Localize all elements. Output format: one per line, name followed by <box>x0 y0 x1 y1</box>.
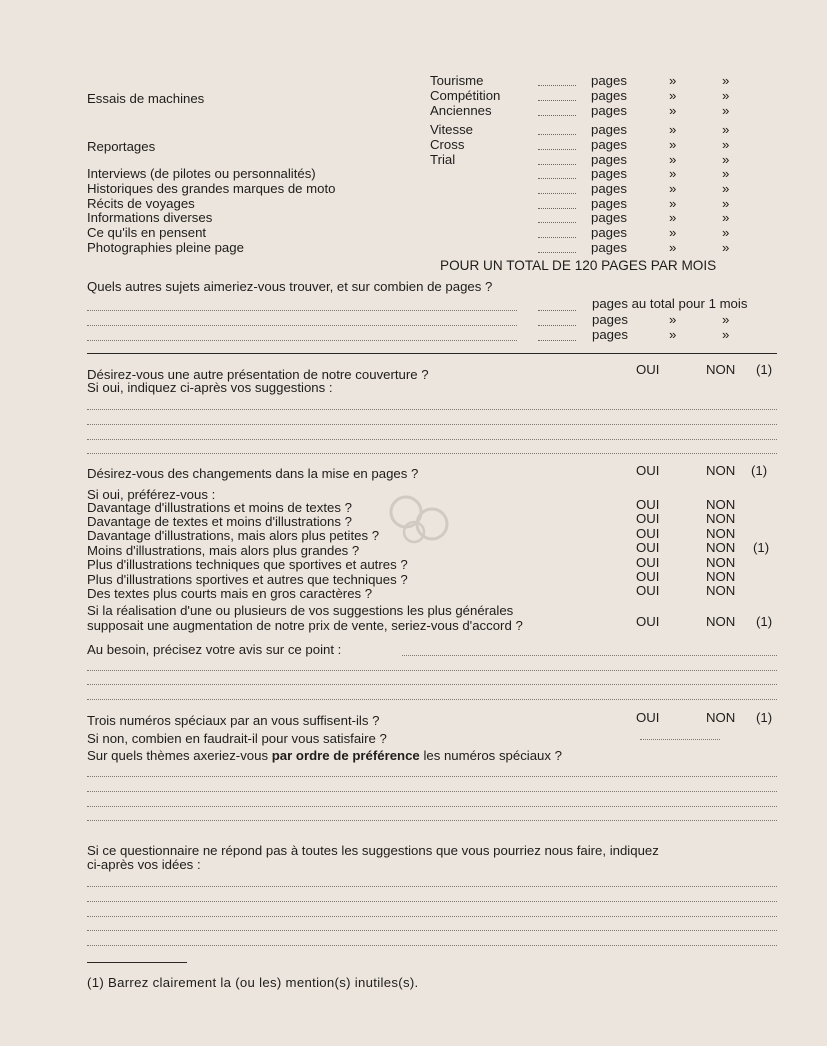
layout-option-text: Davantage de textes et moins d'illustrations ? <box>87 514 352 529</box>
answer-line[interactable] <box>87 439 777 440</box>
non-option[interactable]: NON <box>706 710 736 725</box>
ditto-mark: » <box>669 225 677 240</box>
pages-count-field[interactable] <box>538 252 576 253</box>
pages-count-field[interactable] <box>538 100 576 101</box>
topic-name: Interviews (de pilotes ou personnalités) <box>87 166 316 181</box>
layout-preference-prompt: Si oui, préférez-vous : <box>87 487 216 502</box>
special-themes-question <box>87 748 562 763</box>
ditto-mark: » <box>722 166 730 181</box>
layout-option-text: Plus d'illustrations techniques que sportives et autres ? <box>87 557 408 572</box>
layout-option-text: Davantage d'illustrations, mais alors plus petites ? <box>87 528 380 543</box>
layout-option-text: Moins d'illustrations, mais alors plus grandes ? <box>87 543 360 558</box>
themes-text-start: Sur quels thèmes axeriez-vous <box>87 748 272 763</box>
ditto-mark: » <box>722 137 730 152</box>
ditto-mark: » <box>669 196 677 211</box>
pages-unit: pages <box>591 73 627 88</box>
ditto-mark: » <box>722 122 730 137</box>
answer-line[interactable] <box>87 424 777 425</box>
themes-text-end: les numéros spéciaux ? <box>419 748 562 763</box>
oui-option[interactable]: OUI <box>636 526 660 541</box>
ditto-mark: » <box>722 181 730 196</box>
ditto-mark: » <box>669 88 677 103</box>
ditto-mark: » <box>669 152 677 167</box>
footnote-ref: (1) <box>756 362 773 377</box>
answer-line[interactable] <box>87 684 777 685</box>
answer-line[interactable] <box>87 340 517 341</box>
pages-count-field[interactable] <box>538 164 576 165</box>
pages-count-field[interactable] <box>538 222 576 223</box>
answer-line[interactable] <box>87 930 777 931</box>
ditto-mark: » <box>722 196 730 211</box>
oui-option[interactable]: OUI <box>636 463 660 478</box>
answer-line[interactable] <box>87 409 777 410</box>
special-issues-count-question: Si non, combien en faudrait-il pour vous satisfaire ? <box>87 731 387 746</box>
answer-line[interactable] <box>87 699 777 700</box>
oui-option[interactable]: OUI <box>636 583 660 598</box>
ditto-mark: » <box>669 312 677 327</box>
answer-line[interactable] <box>87 776 777 777</box>
ditto-mark: » <box>722 88 730 103</box>
price-opinion-prompt: Au besoin, précisez votre avis sur ce point : <box>87 642 342 657</box>
pages-unit: pages <box>591 166 627 181</box>
answer-line[interactable] <box>402 655 777 656</box>
ditto-mark: » <box>722 312 730 327</box>
pages-unit: pages <box>591 240 627 255</box>
ditto-mark: » <box>669 166 677 181</box>
pages-unit: pages <box>591 137 627 152</box>
answer-line[interactable] <box>87 791 777 792</box>
section-divider <box>87 353 777 354</box>
reportages-row-name: Vitesse <box>430 122 474 137</box>
oui-option[interactable]: OUI <box>636 614 660 629</box>
non-option[interactable]: NON <box>706 497 736 512</box>
answer-line[interactable] <box>87 325 517 326</box>
non-option[interactable]: NON <box>706 583 736 598</box>
oui-option[interactable]: OUI <box>636 497 660 512</box>
cover-suggestions-prompt: Si oui, indiquez ci-après vos suggestions : <box>87 380 333 395</box>
machines-label: Essais de machines <box>87 91 205 106</box>
non-option[interactable]: NON <box>706 540 736 555</box>
answer-line[interactable] <box>87 945 777 946</box>
ditto-mark: » <box>669 137 677 152</box>
topic-name: Photographies pleine page <box>87 240 244 255</box>
faint-stamp <box>384 492 454 547</box>
answer-line[interactable] <box>87 806 777 807</box>
ditto-mark: » <box>669 181 677 196</box>
pages-unit: pages <box>591 152 627 167</box>
pages-count-field[interactable] <box>538 193 576 194</box>
price-question-line2: supposait une augmentation de notre prix de vente, seriez-vous d'accord ? <box>87 618 523 633</box>
non-option[interactable]: NON <box>706 555 736 570</box>
pages-count-field[interactable] <box>538 134 576 135</box>
non-option[interactable]: NON <box>706 511 736 526</box>
pages-unit: pages <box>591 122 627 137</box>
layout-question: Désirez-vous des changements dans la mise en pages ? <box>87 466 419 481</box>
total-pages-label: POUR UN TOTAL DE 120 PAGES PAR MOIS <box>440 258 717 273</box>
themes-emphasis: par ordre de préférence <box>271 748 420 763</box>
oui-option[interactable]: OUI <box>636 362 660 377</box>
pages-count-field[interactable] <box>538 325 576 326</box>
answer-line[interactable] <box>87 310 517 311</box>
layout-option-text: Plus d'illustrations sportives et autres que techniques ? <box>87 572 408 587</box>
footnote-ref: (1) <box>751 463 768 478</box>
pages-count-field[interactable] <box>538 340 576 341</box>
ditto-mark: » <box>722 103 730 118</box>
non-option[interactable]: NON <box>706 362 736 377</box>
ditto-mark: » <box>669 240 677 255</box>
topic-name: Historiques des grandes marques de moto <box>87 181 336 196</box>
oui-option[interactable]: OUI <box>636 555 660 570</box>
reportages-label: Reportages <box>87 139 156 154</box>
ditto-mark: » <box>722 152 730 167</box>
footnote-text: (1) Barrez clairement la (ou les) mention(s) inutiles(s). <box>87 975 419 990</box>
ditto-mark: » <box>722 73 730 88</box>
answer-line[interactable] <box>87 670 777 671</box>
ditto-mark: » <box>722 240 730 255</box>
answer-line[interactable] <box>640 739 720 740</box>
ideas-prompt-line2: ci-après vos idées : <box>87 857 201 872</box>
ditto-mark: » <box>722 210 730 225</box>
non-option[interactable]: NON <box>706 463 736 478</box>
pages-count-field[interactable] <box>538 178 576 179</box>
layout-option-text: Davantage d'illustrations et moins de textes ? <box>87 500 352 515</box>
layout-option-text: Des textes plus courts mais en gros caractères ? <box>87 586 373 601</box>
footnote-ref: (1) <box>753 540 770 555</box>
pages-count-field[interactable] <box>538 237 576 238</box>
topic-name: Informations diverses <box>87 210 213 225</box>
oui-option[interactable]: OUI <box>636 569 660 584</box>
other-subjects-question: Quels autres sujets aimeriez-vous trouver, et sur combien de pages ? <box>87 279 493 294</box>
non-option[interactable]: NON <box>706 526 736 541</box>
pages-count-field[interactable] <box>538 85 576 86</box>
pages-unit: pages <box>591 196 627 211</box>
pages-unit: pages <box>592 312 628 327</box>
oui-option[interactable]: OUI <box>636 710 660 725</box>
special-issues-question: Trois numéros spéciaux par an vous suffisent-ils ? <box>87 713 380 728</box>
oui-option[interactable]: OUI <box>636 540 660 555</box>
pages-unit: pages <box>592 327 628 342</box>
pages-unit: pages <box>591 181 627 196</box>
machines-row-name: Tourisme <box>430 73 484 88</box>
reportages-row-name: Cross <box>430 137 465 152</box>
answer-line[interactable] <box>87 820 777 821</box>
pages-unit: pages <box>591 210 627 225</box>
topic-name: Récits de voyages <box>87 196 195 211</box>
ideas-prompt-line1: Si ce questionnaire ne répond pas à toutes les suggestions que vous pourriez nous faire, indiquez <box>87 843 659 858</box>
pages-unit: pages <box>591 103 627 118</box>
ditto-mark: » <box>669 103 677 118</box>
ditto-mark: » <box>669 327 677 342</box>
pages-count-field[interactable] <box>538 115 576 116</box>
cover-question: Désirez-vous une autre présentation de notre couverture ? <box>87 367 429 382</box>
pages-unit: pages <box>591 88 627 103</box>
price-question-line1: Si la réalisation d'une ou plusieurs de vos suggestions les plus générales <box>87 603 514 618</box>
answer-line[interactable] <box>87 886 777 887</box>
footnote-rule <box>87 962 187 963</box>
ditto-mark: » <box>722 327 730 342</box>
pages-count-field[interactable] <box>538 208 576 209</box>
pages-unit: pages <box>591 225 627 240</box>
non-option[interactable]: NON <box>706 614 736 629</box>
machines-row-name: Anciennes <box>430 103 492 118</box>
answer-line[interactable] <box>87 916 777 917</box>
answer-line[interactable] <box>87 453 777 454</box>
non-option[interactable]: NON <box>706 569 736 584</box>
reportages-row-name: Trial <box>430 152 456 167</box>
ditto-mark: » <box>722 225 730 240</box>
answer-line[interactable] <box>87 901 777 902</box>
ditto-mark: » <box>669 210 677 225</box>
machines-row-name: Compétition <box>430 88 501 103</box>
pages-unit: pages au total pour 1 mois <box>592 296 748 311</box>
footnote-ref: (1) <box>756 710 773 725</box>
pages-count-field[interactable] <box>538 149 576 150</box>
topic-name: Ce qu'ils en pensent <box>87 225 207 240</box>
footnote-ref: (1) <box>756 614 773 629</box>
pages-count-field[interactable] <box>538 310 576 311</box>
ditto-mark: » <box>669 73 677 88</box>
ditto-mark: » <box>669 122 677 137</box>
oui-option[interactable]: OUI <box>636 511 660 526</box>
